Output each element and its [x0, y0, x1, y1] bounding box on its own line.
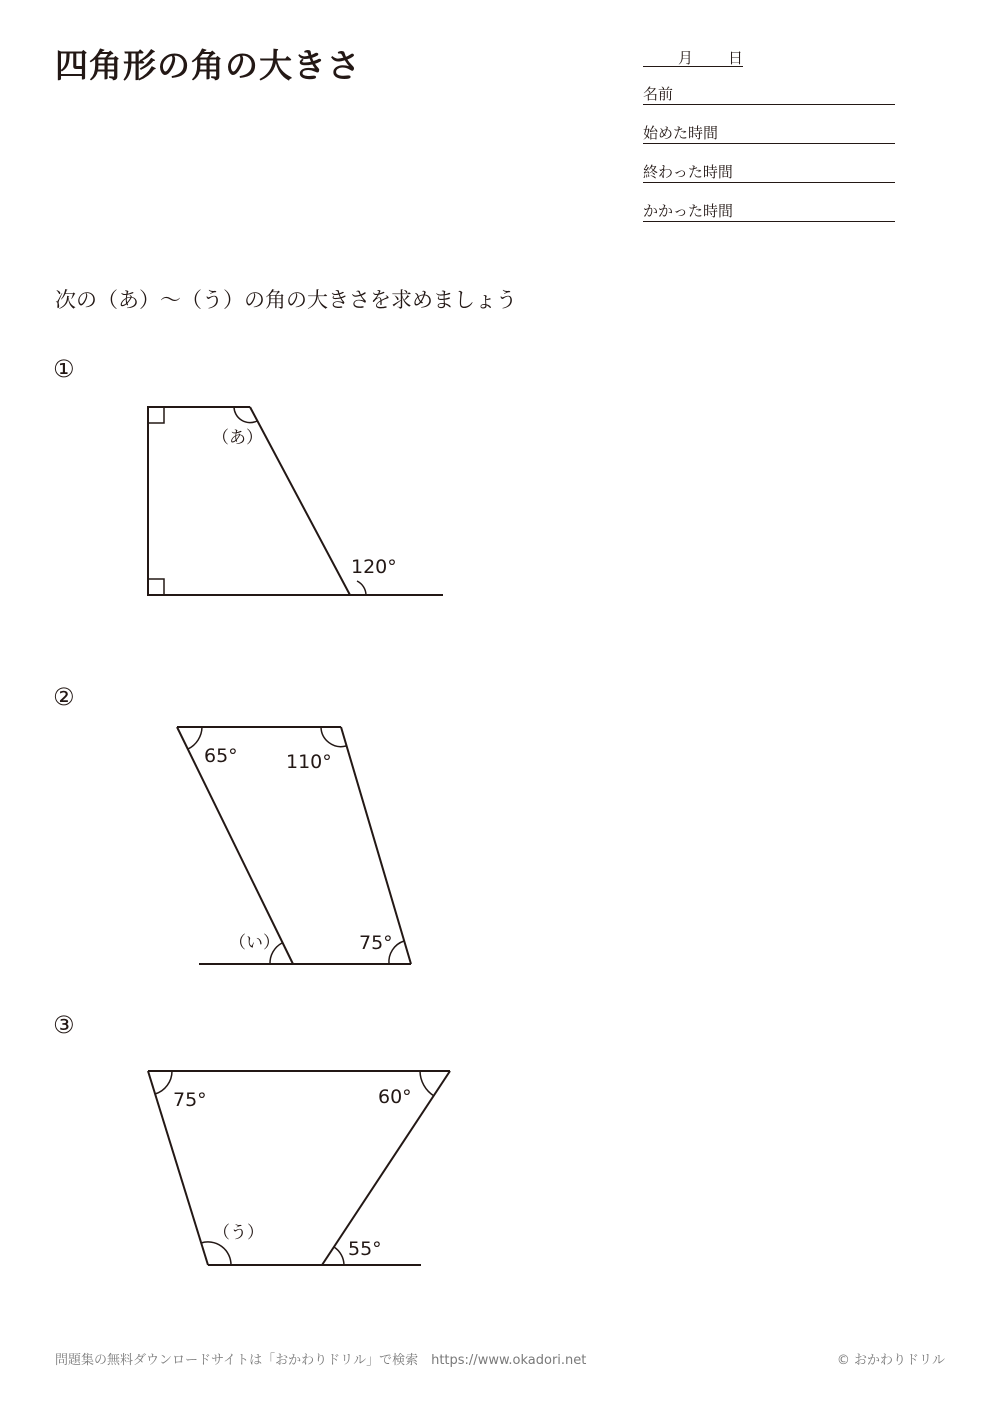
- name-label: 名前: [643, 85, 674, 103]
- month-label: 月: [678, 49, 694, 67]
- start-time-label: 始めた時間: [643, 124, 719, 142]
- right-angle-mark: [148, 407, 164, 423]
- footer-site-text: 問題集の無料ダウンロードサイトは「おかわりドリル」で検索 https://www.okadori.net: [55, 1353, 587, 1368]
- angle-arc: [420, 1071, 434, 1096]
- problem-2-number: ②: [53, 683, 75, 711]
- day-label: 日: [728, 49, 744, 67]
- problem-2-right-edge: [341, 727, 411, 964]
- angle-label: （あ）: [212, 428, 263, 448]
- angle-label: 120°: [351, 556, 397, 578]
- problem-2-figure: [177, 727, 411, 964]
- problem-1-figure: [148, 407, 443, 595]
- problem-3-number: ③: [53, 1011, 75, 1039]
- page-title: 四角形の角の大きさ: [55, 46, 361, 85]
- angle-label: （い）: [229, 933, 280, 953]
- end-time-label: 終わった時間: [643, 163, 733, 181]
- angle-arc: [155, 1071, 172, 1094]
- angle-arc: [357, 581, 366, 595]
- angle-label: 55°: [348, 1238, 382, 1260]
- angle-label: 60°: [378, 1086, 412, 1108]
- angle-label: 65°: [204, 745, 238, 767]
- angle-label: 75°: [173, 1089, 207, 1111]
- angle-label: 75°: [359, 932, 393, 954]
- instruction-text: 次の（あ）～（う）の角の大きさを求めましょう: [55, 288, 517, 312]
- duration-label: かかった時間: [643, 202, 734, 220]
- problem-1-number: ①: [53, 355, 75, 383]
- footer-copyright: © おかわりドリル: [836, 1353, 945, 1368]
- angle-label: （う）: [213, 1223, 264, 1243]
- problem-3-figure: [148, 1071, 450, 1265]
- angle-arc: [201, 1242, 231, 1265]
- angle-arc: [334, 1247, 344, 1265]
- right-angle-mark: [148, 579, 164, 595]
- angle-arc: [188, 727, 202, 749]
- angle-label: 110°: [286, 751, 332, 773]
